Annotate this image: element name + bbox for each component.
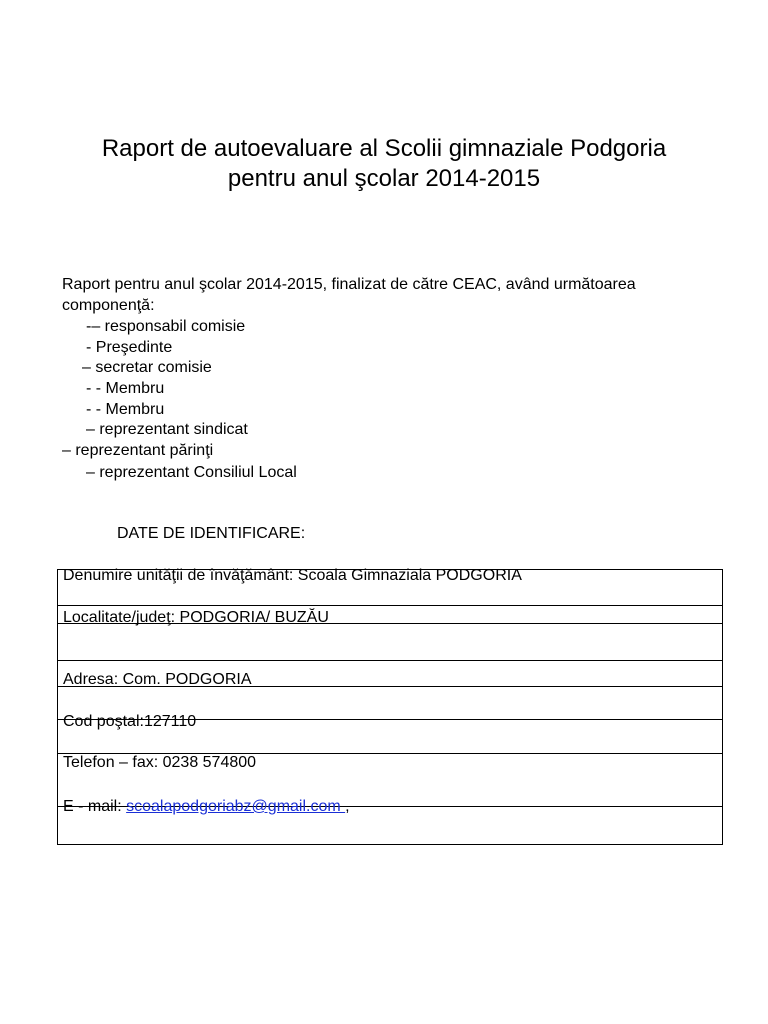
email-link[interactable]: scoalapodgoriabz@gmail.com <box>126 798 346 815</box>
intro-line-2: componenţă: <box>62 297 155 314</box>
table-border <box>57 844 723 845</box>
member-line: - - Membru <box>86 380 165 397</box>
member-line: – reprezentant Consiliul Local <box>86 464 297 481</box>
member-line: – reprezentant sindicat <box>86 421 248 438</box>
section-heading: DATE DE IDENTIFICARE: <box>117 525 306 542</box>
table-border <box>722 569 723 845</box>
address: Adresa: Com. PODGORIA <box>63 671 252 688</box>
locality: Localitate/judeţ: PODGORIA/ BUZĂU <box>63 609 329 626</box>
table-border <box>57 605 723 606</box>
member-line: -– responsabil comisie <box>86 318 246 335</box>
school-name: Denumire unităţii de învăţământ: Scoala Gimnaziala PODGORIA <box>63 567 522 584</box>
email-label: E - mail: <box>63 798 127 815</box>
postal-code: Cod poştal:127110 <box>63 713 197 730</box>
member-line: - - Membru <box>86 401 165 418</box>
table-border <box>57 660 723 661</box>
title-line-2: pentru anul şcolar 2014-2015 <box>227 165 541 192</box>
member-line: – secretar comisie <box>82 359 212 376</box>
member-line: - Preşedinte <box>86 339 173 356</box>
email-row <box>63 797 350 817</box>
table-border <box>57 569 58 845</box>
intro-line-1: Raport pentru anul şcolar 2014-2015, finalizat de către CEAC, având următoarea <box>62 276 636 293</box>
member-line: – reprezentant părinţi <box>62 442 214 459</box>
title-line-1: Raport de autoevaluare al Scolii gimnaziale Podgoria <box>101 135 667 162</box>
phone-fax: Telefon – fax: 0238 574800 <box>63 754 257 771</box>
email-suffix: , <box>345 798 350 815</box>
